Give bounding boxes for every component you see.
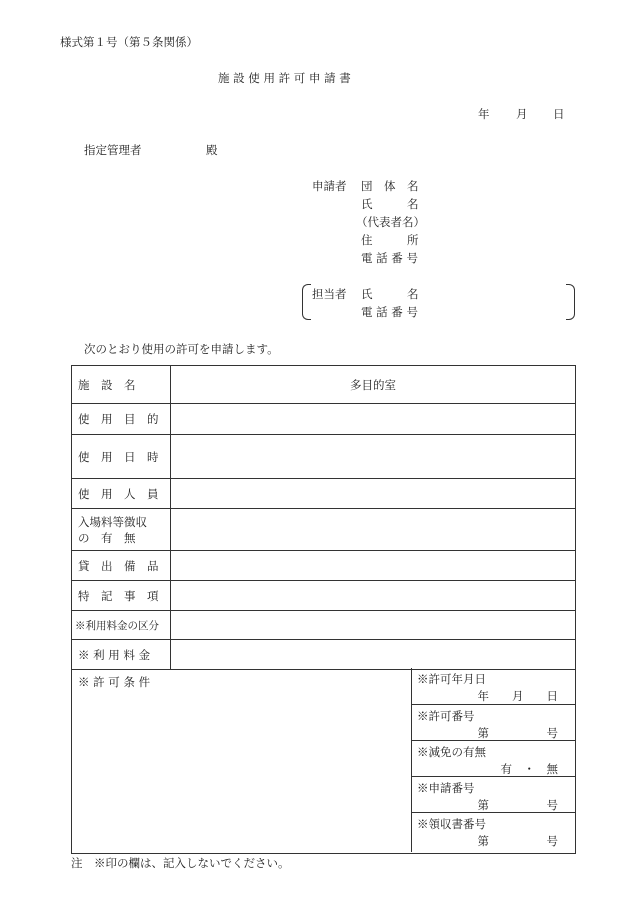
receipt-number-cell [412, 812, 576, 848]
row-label-line1: 入場料等徴収 [78, 514, 147, 529]
applicant-org-name-label: 団 体 名 [361, 179, 419, 193]
row-label: 施 設 名 [72, 366, 171, 404]
exemption-value: 有 ・ 無 [500, 762, 558, 776]
row-label: 使 用 目 的 [72, 404, 171, 435]
receipt-number-value: 第 号 [477, 834, 558, 848]
date-month-label: 月 [516, 107, 528, 121]
row-label: 使 用 人 員 [72, 479, 171, 509]
row-label: 特 記 事 項 [72, 581, 171, 611]
permit-number-label: ※許可番号 [417, 709, 475, 723]
applicant-rep-label: （代表者名） [356, 215, 425, 229]
form-number: 様式第１号（第５条関係） [60, 35, 198, 49]
contact-phone-label: 電 話 番 号 [361, 305, 418, 319]
application-number-label: ※申請番号 [417, 781, 475, 795]
exemption-cell [412, 740, 576, 776]
permit-date-cell [412, 668, 576, 704]
date-year-label: 年 [478, 107, 490, 121]
page-title: 施 設 使 用 許 可 申 請 書 [218, 71, 351, 85]
applicant-phone-label: 電 話 番 号 [361, 251, 418, 265]
row-label: ※ 利 用 料 金 [72, 640, 171, 670]
footnote: 注 ※印の欄は、記入しないでください。 [71, 856, 290, 870]
permit-date-value: 年 月 日 [477, 689, 558, 703]
application-number-value: 第 号 [477, 798, 558, 812]
equipment-field[interactable] [171, 551, 576, 581]
table-row [72, 581, 576, 611]
table-row [72, 366, 576, 404]
admission-fee-field[interactable] [171, 509, 576, 551]
table-row [72, 479, 576, 509]
contact-bracket-left [302, 284, 311, 320]
permit-conditions-label: ※ 許 可 条 件 [78, 675, 151, 689]
contact-label: 担当者 [312, 287, 347, 301]
row-label: 貸 出 備 品 [72, 551, 171, 581]
table-row [72, 611, 576, 640]
table-row [72, 551, 576, 581]
permit-number-value: 第 号 [477, 726, 558, 740]
facility-name-value[interactable]: 多目的室 [171, 366, 576, 404]
intro-text: 次のとおり使用の許可を申請します。 [84, 342, 279, 356]
table-row [72, 640, 576, 670]
notes-field[interactable] [171, 581, 576, 611]
permit-date-label: ※許可年月日 [417, 672, 486, 686]
row-label [72, 509, 171, 551]
addressee-honorific: 殿 [206, 143, 218, 157]
fee-amount-field [171, 640, 576, 670]
permit-number-cell [412, 704, 576, 740]
datetime-field[interactable] [171, 435, 576, 479]
addressee-label: 指定管理者 [84, 143, 142, 157]
table-row [72, 404, 576, 435]
table-row [72, 509, 576, 551]
row-label: ※利用料金の区分 [72, 611, 171, 640]
table-row [72, 435, 576, 479]
exemption-label: ※減免の有無 [417, 745, 486, 759]
applicant-label: 申請者 [312, 179, 347, 193]
date-day-label: 日 [553, 107, 565, 121]
application-number-cell [412, 776, 576, 812]
applicant-address-label: 住 所 [361, 233, 419, 247]
contact-bracket-right [566, 284, 575, 320]
contact-name-label: 氏 名 [361, 287, 419, 301]
row-label-line2: の 有 無 [78, 530, 136, 545]
receipt-number-label: ※領収書番号 [417, 817, 486, 831]
attendance-field[interactable] [171, 479, 576, 509]
purpose-field[interactable] [171, 404, 576, 435]
fee-category-field [171, 611, 576, 640]
office-use-panel [411, 668, 576, 852]
applicant-name-label: 氏 名 [361, 197, 419, 211]
row-label: 使 用 日 時 [72, 435, 171, 479]
